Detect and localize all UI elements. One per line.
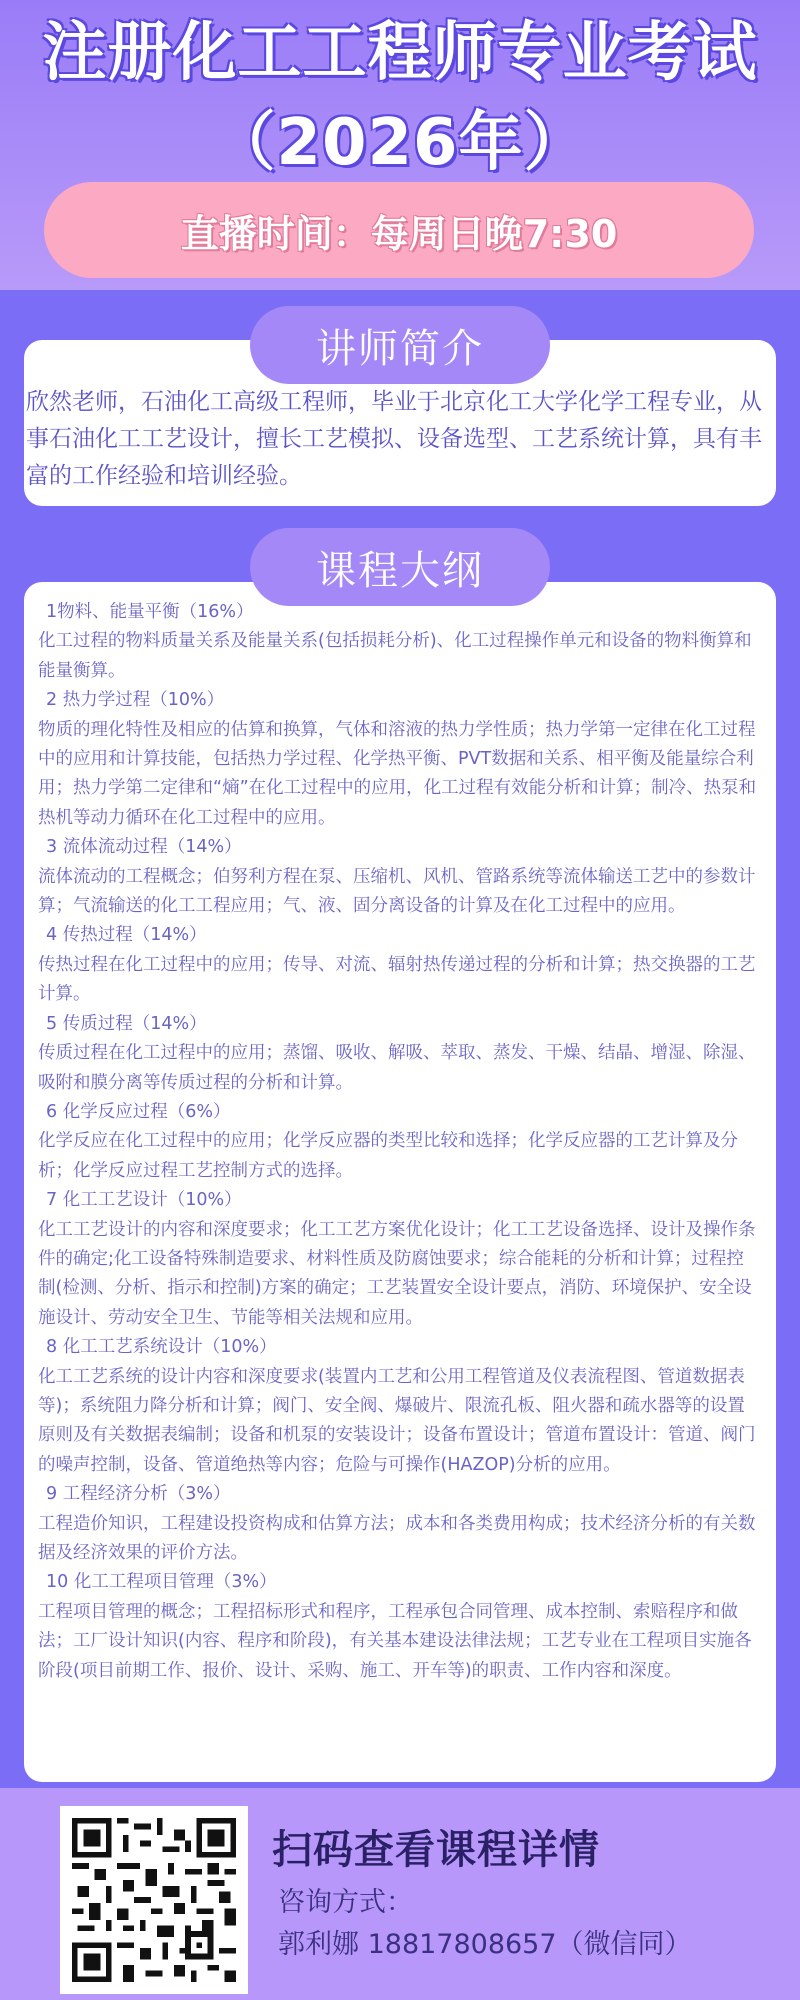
outline-item-title: 2 热力学过程（10%） — [46, 690, 225, 711]
outline-section-label: 课程大纲 — [316, 547, 484, 594]
outline-item-title: 8 化工工艺系统设计（10%） — [46, 1337, 277, 1358]
outline-item — [38, 1010, 760, 1098]
outline-item-desc: 传质过程在化工过程中的应用；蒸馏、吸收、解吸、萃取、蒸发、干燥、结晶、增湿、除湿、吸附和膜分离等传质过程的分析和计算。 — [38, 1043, 756, 1093]
outline-item-title: 6 化学反应过程（6%） — [46, 1101, 231, 1122]
outline-item-desc: 物质的理化特性及相应的估算和换算，气体和溶液的热力学性质；热力学第一定律在化工过程中的应用和计算技能，包括热力学过程、化学热平衡、PVT数据和关系、相平衡及能量综合利用；热力学第二定律和“熵”在化工过程中的应用，化工过程有效能分析和计算；制冷、热泵和热机等动力循环在化工过程中的应用。 — [38, 719, 757, 828]
page-title — [0, 8, 800, 188]
outline-item-title: 7 化工工艺设计（10%） — [46, 1190, 242, 1211]
teacher-section-label: 讲师简介 — [316, 325, 484, 372]
outline-item-title: 10 化工工程项目管理（3%） — [46, 1572, 277, 1593]
qr-code[interactable] — [60, 1806, 248, 1994]
outline-item-desc: 流体流动的工程概念；伯努利方程在泵、压缩机、风机、管路系统等流体输送工艺中的参数计算；气流输送的化工工程应用；气、液、固分离设备的计算及在化工过程中的应用。 — [38, 866, 756, 917]
qr-code-icon — [72, 1818, 236, 1982]
outline-item — [38, 1098, 760, 1186]
outline-item — [38, 1186, 760, 1333]
outline-item-title: 1物料、能量平衡（16%） — [46, 602, 254, 622]
outline-item-desc: 工程造价知识，工程建设投资构成和估算方法；成本和各类费用构成；技术经济分析的有关数据及经济效果的评价方法。 — [38, 1513, 756, 1563]
teacher-section-tab — [250, 306, 550, 384]
outline-section-tab — [250, 528, 550, 606]
outline-item-desc: 化工过程的物料质量关系及能量关系(包括损耗分析)、化工过程操作单元和设备的物料衡算和能量衡算。 — [38, 631, 752, 681]
outline-item — [38, 1333, 760, 1480]
outline-item — [38, 686, 760, 833]
scan-qr-text: 扫码查看课程详情 — [272, 1827, 600, 1873]
contact-label: 咨询方式： — [278, 1887, 413, 1918]
outline-item-title: 3 流体流动过程（14%） — [46, 837, 242, 858]
outline-item — [38, 598, 760, 686]
outline-list — [38, 598, 760, 1686]
outline-item — [38, 921, 760, 1009]
contact-value: 郭利娜 18817808657（微信同） — [278, 1929, 692, 1960]
outline-item-desc: 工程项目管理的概念；工程招标形式和程序，工程承包合同管理、成本控制、索赔程序和做法；工厂设计知识(内容、程序和阶段)，有关基本建设法律法规；工艺专业在工程项目实施各阶段(项目前期工作、报价、设计、采购、施工、开车等)的职责、工作内容和深度。 — [38, 1601, 752, 1681]
teacher-bio: 欣然老师，石油化工高级工程师，毕业于北京化工大学化学工程专业，从事石油化工工艺设计，擅长工艺模拟、设备选型、工艺系统计算，具有丰富的工作经验和培训经验。 — [26, 389, 762, 489]
outline-item-desc: 化学反应在化工过程中的应用；化学反应器的类型比较和选择；化学反应器的工艺计算及分析；化学反应过程工艺控制方式的选择。 — [38, 1131, 738, 1181]
outline-item-title: 9 工程经济分析（3%） — [46, 1484, 231, 1505]
live-time-text: 直播时间：每周日晚7:30 — [180, 211, 618, 256]
title-line-1: 注册化工工程师专业考试 — [42, 16, 758, 90]
header-banner — [0, 0, 800, 290]
outline-item-title: 4 传热过程（14%） — [46, 925, 207, 946]
outline-item — [38, 1568, 760, 1686]
outline-item-desc: 传热过程在化工过程中的应用；传导、对流、辐射热传递过程的分析和计算；热交换器的工艺计算。 — [38, 954, 756, 1005]
outline-item — [38, 833, 760, 921]
live-time-pill — [44, 182, 754, 278]
outline-item-desc: 化工工艺系统的设计内容和深度要求(装置内工艺和公用工程管道及仪表流程图、管道数据表等)；系统阻力降分析和计算；阀门、安全阀、爆破片、限流孔板、阻火器和疏水器等的设置原则及有关数据表编制；设备和机泵的安装设计；设备布置设计；管道布置设计：管道、阀门的噪声控制，设备、管道绝热等内容；危险与可操作(HAZOP)分析的应用。 — [38, 1366, 756, 1475]
outline-item-desc: 化工工艺设计的内容和深度要求；化工工艺方案优化设计；化工工艺设备选择、设计及操作条件的确定;化工设备特殊制造要求、材料性质及防腐蚀要求；综合能耗的分析和计算；过程控制(检测、分析、指示和控制)方案的确定；工艺装置安全设计要点，消防、环境保护、安全设施设计、劳动安全卫生、节能等相关法规和应用。 — [38, 1219, 756, 1328]
outline-item — [38, 1480, 760, 1568]
outline-item-title: 5 传质过程（14%） — [46, 1013, 207, 1034]
title-line-2: （2026年） — [211, 106, 589, 180]
